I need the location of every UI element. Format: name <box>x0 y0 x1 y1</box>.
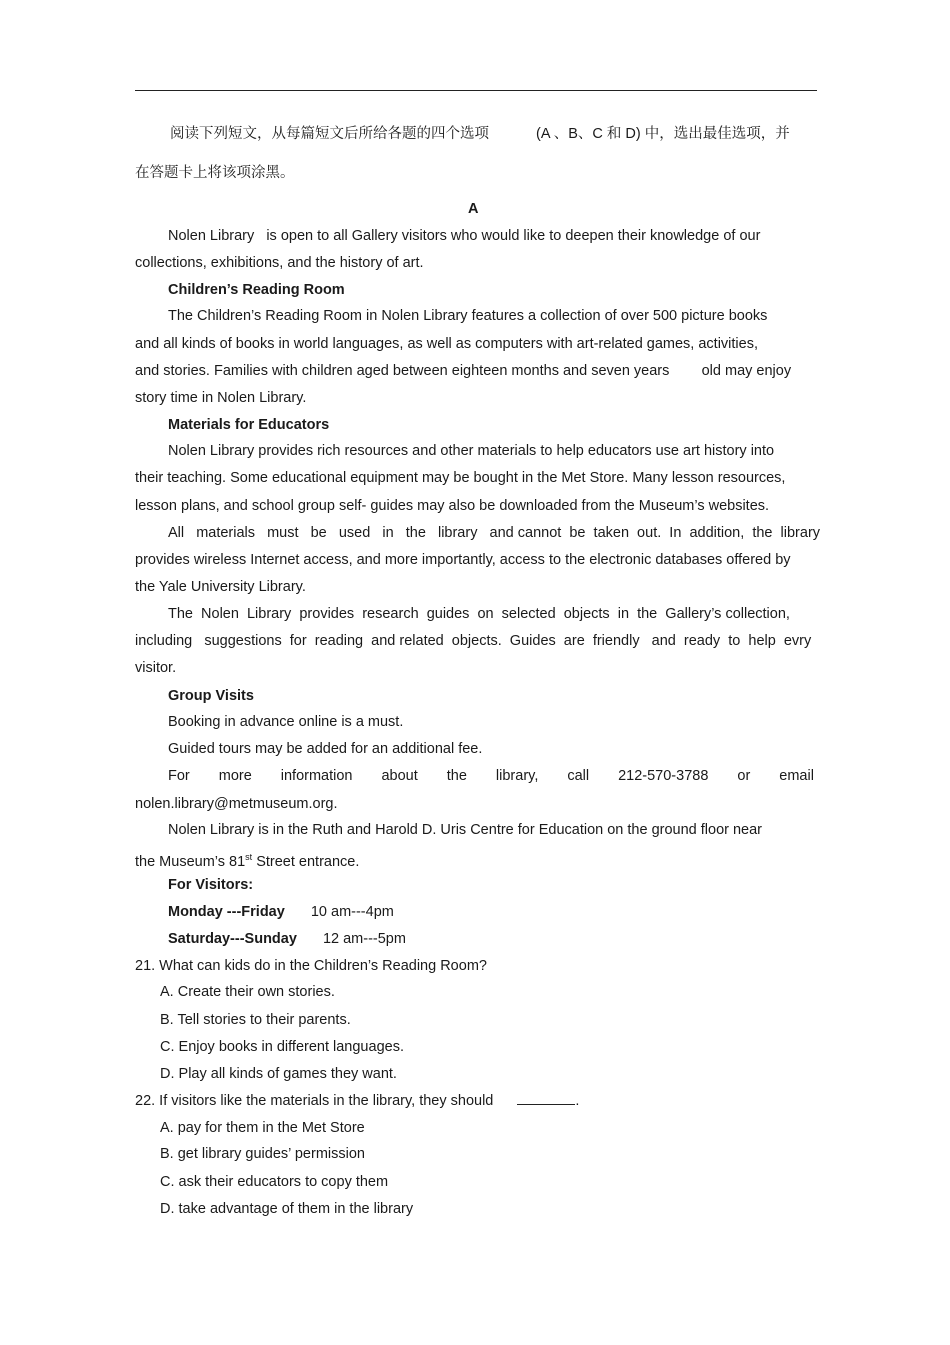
materials-heading: Materials for Educators <box>168 417 330 433</box>
instructions-line-1 <box>170 125 489 143</box>
instructions-line-1b <box>536 125 790 143</box>
children-heading: Children’s Reading Room <box>168 282 345 298</box>
instructions-line-2: 在答题卡上将该项涂黑。 <box>135 165 295 181</box>
question-22-option-d: D. take advantage of them in the library <box>160 1201 414 1217</box>
hours-weekday-label: Monday ---Friday <box>168 904 285 920</box>
hours-weekday <box>168 903 394 921</box>
all-line-2: provides wireless Internet access, and more importantly, access to the electronic databases offered by <box>135 552 791 568</box>
intro-line-2: collections, exhibitions, and the history of art. <box>135 255 424 271</box>
question-22-option-b: B. get library guides’ permission <box>160 1146 365 1162</box>
contact-word: about <box>381 768 418 784</box>
question-21-option-c: C. Enjoy books in different languages. <box>160 1039 404 1055</box>
question-21-option-a: A. Create their own stories. <box>160 984 335 1000</box>
instructions-text-a: 阅读下列短文，从每篇短文后所给各题的四个选项 <box>170 126 489 142</box>
question-21-option-d: D. Play all kinds of games they want. <box>160 1066 397 1082</box>
contact-line-1 <box>168 767 814 785</box>
location-line-1: Nolen Library is in the Ruth and Harold D. Uris Centre for Education on the ground floor near <box>168 822 763 838</box>
contact-word: information <box>280 768 353 784</box>
hours-weekend <box>168 930 406 948</box>
location-text-b: Street entrance. <box>252 853 360 870</box>
question-22-option-c: C. ask their educators to copy them <box>160 1174 389 1190</box>
materials-line-1: Nolen Library provides rich resources and other materials to help educators use art history into <box>168 443 775 459</box>
email-address: nolen.library@metmuseum.org. <box>135 796 338 812</box>
hours-weekend-time: 12 am---5pm <box>322 931 406 947</box>
hours-weekday-time: 10 am---4pm <box>310 904 394 920</box>
children-line-3: and stories. Families with children aged between eighteen months and seven years old may enjoy <box>135 363 792 379</box>
question-22-stem <box>135 1092 579 1110</box>
materials-line-2: their teaching. Some educational equipment may be bought in the Met Store. Many lesson resources, <box>135 470 786 486</box>
contact-word: or <box>737 768 751 784</box>
contact-word: the <box>446 768 467 784</box>
instructions-text-b: (A 、B、C 和 D) 中，选出最佳选项，并 <box>536 126 790 142</box>
materials-line-3: lesson plans, and school group self- guides may also be downloaded from the Museum’s websites. <box>135 498 770 514</box>
question-21-stem: 21. What can kids do in the Children’s Reading Room? <box>135 958 487 974</box>
children-line-4: story time in Nolen Library. <box>135 390 307 406</box>
intro-line-1: Nolen Library is open to all Gallery visitors who would like to deepen their knowledge of our <box>168 228 761 244</box>
all-line-3: the Yale University Library. <box>135 579 306 595</box>
location-line-2 <box>135 848 359 871</box>
guides-line-3: visitor. <box>135 660 177 676</box>
guides-line-2: including suggestions for reading and related objects. Guides are friendly and ready to help evry <box>135 633 812 649</box>
question-22-stem-text: 22. If visitors like the materials in the library, they should <box>135 1093 494 1109</box>
answer-blank <box>517 1092 575 1105</box>
children-line-1: The Children’s Reading Room in Nolen Library features a collection of over 500 picture books <box>168 308 768 324</box>
passage-label: A <box>468 201 479 217</box>
children-line-2: and all kinds of books in world languages, as well as computers with art-related games, activities, <box>135 336 758 352</box>
visitors-heading: For Visitors: <box>168 877 254 893</box>
phone-number: 212-570-3788 <box>618 768 709 784</box>
question-22-stem-end: . <box>575 1093 580 1109</box>
contact-word: library, <box>495 768 539 784</box>
group-line-2: Guided tours may be added for an additional fee. <box>168 741 483 757</box>
contact-word: more <box>218 768 252 784</box>
contact-word: For <box>168 768 190 784</box>
question-22-option-a: A. pay for them in the Met Store <box>160 1120 365 1136</box>
question-21-option-b: B. Tell stories to their parents. <box>160 1012 351 1028</box>
location-text-a: the Museum’s 81 <box>135 853 246 870</box>
header-rule <box>135 90 817 91</box>
all-line-1: All materials must be used in the library and cannot be taken out. In addition, the library <box>168 525 821 541</box>
contact-word: email <box>779 768 814 784</box>
group-heading: Group Visits <box>168 688 254 704</box>
group-line-1: Booking in advance online is a must. <box>168 714 404 730</box>
hours-weekend-label: Saturday---Sunday <box>168 931 297 947</box>
ordinal-suffix: st <box>245 852 253 862</box>
contact-word: call <box>567 768 590 784</box>
guides-line-1: The Nolen Library provides research guides on selected objects in the Gallery’s collection, <box>168 606 790 622</box>
